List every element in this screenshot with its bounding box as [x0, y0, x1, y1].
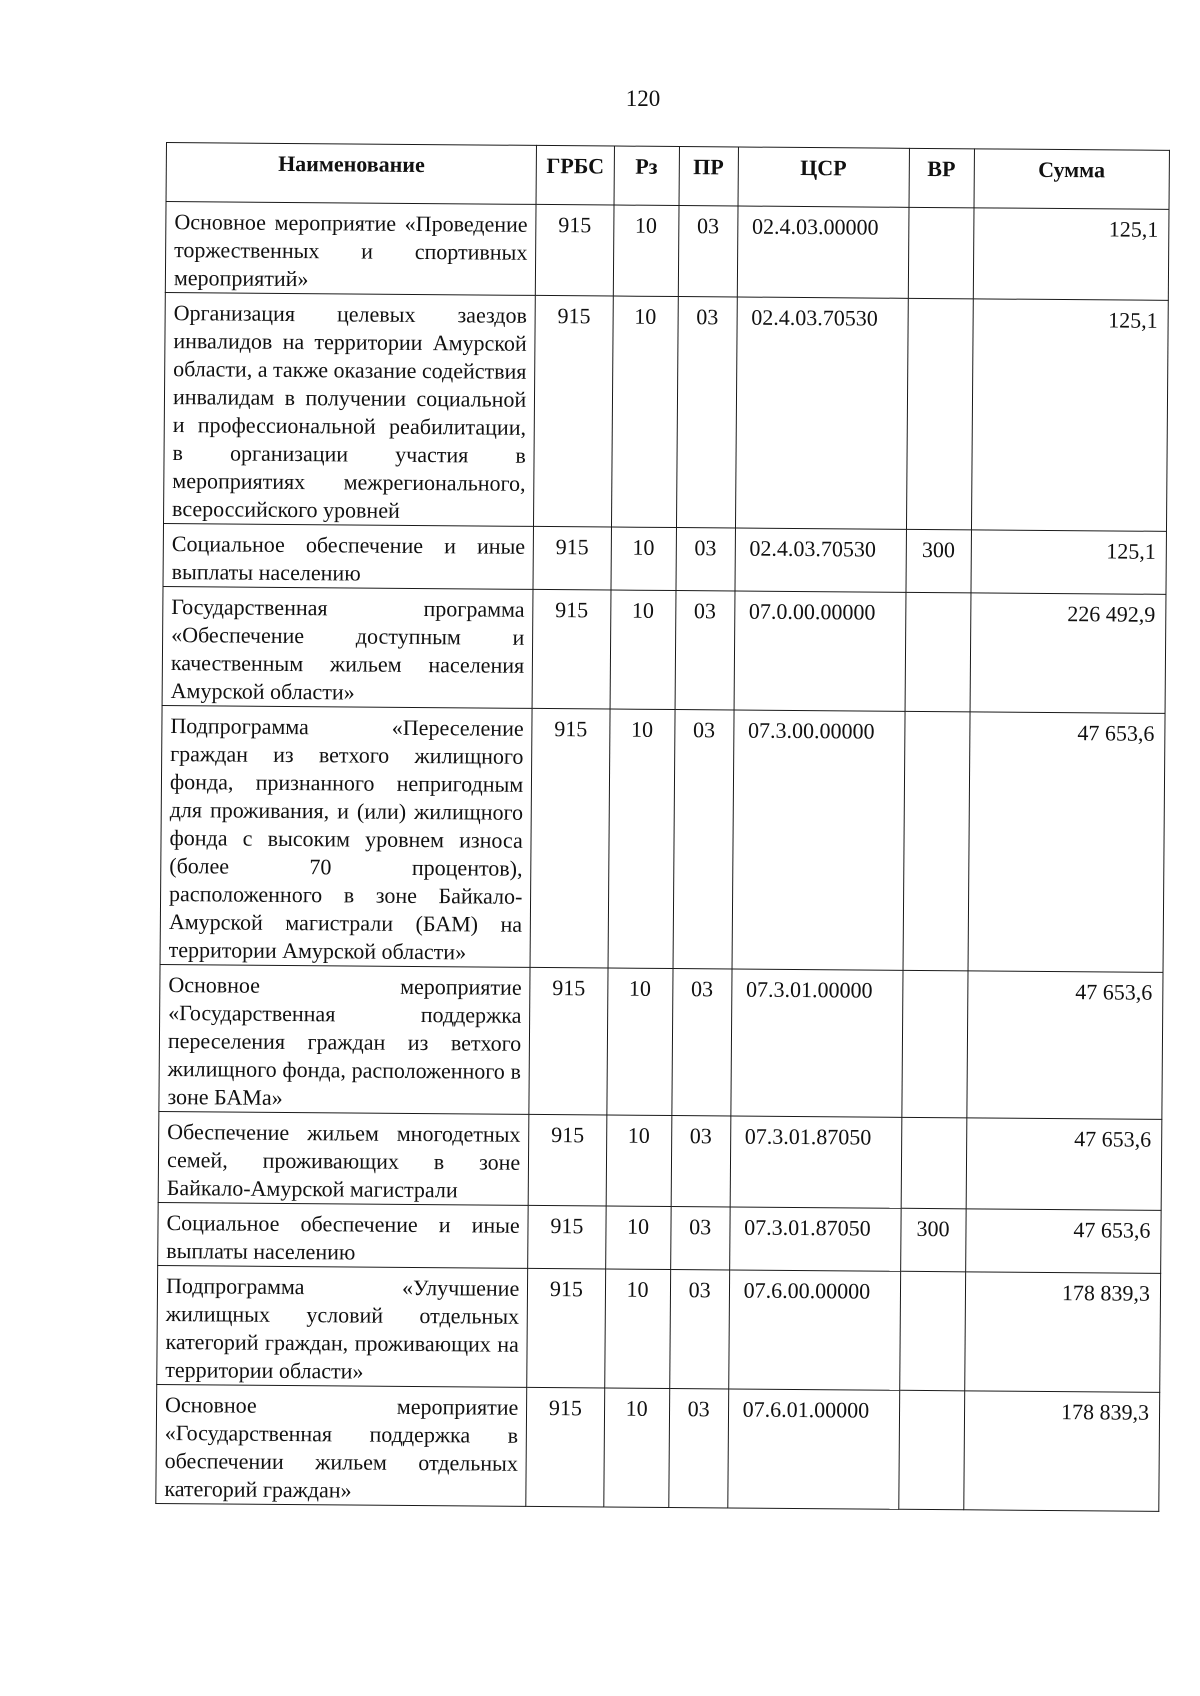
cell-csr: 02.4.03.00000	[737, 206, 909, 298]
cell-grbs: 915	[528, 1114, 606, 1206]
cell-name: Организация целевых заездов инвалидов на территории Амурской области, а также оказание содействия инвалидам в получении социальной и профессиональной реабилитации, в организации участия в мероприятиях межрегионального, всероссийского уровней	[164, 292, 536, 526]
cell-sum: 178 839,3	[964, 1272, 1160, 1393]
table-row	[158, 1111, 1162, 1210]
cell-rz: 10	[611, 296, 678, 528]
cell-rz: 10	[610, 590, 676, 710]
header-row	[166, 143, 1169, 210]
cell-grbs: 915	[536, 204, 614, 296]
cell-rz: 10	[605, 1206, 671, 1270]
cell-grbs: 915	[529, 967, 607, 1115]
cell-rz: 10	[606, 968, 672, 1116]
cell-name: Подпрограмма «Улучшение жилищных условий отдельных категорий граждан, проживающих на территории области»	[157, 1265, 528, 1387]
header-grbs: ГРБС	[536, 145, 614, 205]
cell-name: Обеспечение жильем многодетных семей, проживающих в зоне Байкало-Амурской магистрали	[158, 1111, 529, 1205]
cell-pr: 03	[676, 297, 737, 528]
cell-sum: 125,1	[973, 208, 1169, 301]
cell-name: Социальное обеспечение и иные выплаты населению	[163, 523, 534, 589]
table-row	[163, 523, 1166, 594]
cell-grbs: 915	[526, 1387, 604, 1507]
cell-pr: 03	[676, 528, 735, 591]
cell-sum: 125,1	[971, 530, 1167, 595]
cell-vr	[901, 1117, 967, 1209]
cell-sum: 47 653,6	[968, 712, 1165, 973]
cell-pr: 03	[669, 1269, 729, 1388]
cell-csr: 07.6.00.00000	[728, 1270, 900, 1390]
cell-rz: 10	[603, 1388, 669, 1508]
header-rz: Рз	[614, 146, 680, 206]
cell-name: Основное мероприятие «Государственная поддержка переселения граждан из ветхого жилищного фонда, расположенного в зоне БАМа»	[159, 964, 530, 1114]
cell-rz: 10	[613, 205, 679, 297]
cell-pr: 03	[678, 206, 738, 297]
cell-csr: 07.6.01.00000	[727, 1389, 899, 1509]
cell-name: Основное мероприятие «Государственная поддержка в обеспечении жильем отдельных категорий граждан»	[156, 1384, 527, 1506]
cell-grbs: 915	[533, 526, 611, 590]
cell-pr: 03	[673, 710, 734, 969]
cell-pr: 03	[672, 969, 732, 1116]
cell-grbs: 915	[528, 1205, 606, 1269]
cell-vr	[903, 711, 970, 971]
cell-csr: 07.0.00.00000	[734, 591, 906, 711]
cell-sum: 178 839,3	[963, 1391, 1159, 1512]
table-header	[166, 143, 1169, 210]
cell-vr: 300	[906, 529, 972, 593]
cell-csr: 07.3.01.87050	[730, 1116, 902, 1208]
cell-vr: 300	[900, 1208, 966, 1272]
cell-sum: 47 653,6	[967, 971, 1164, 1120]
cell-vr	[901, 970, 967, 1118]
page-number: 120	[625, 86, 661, 111]
cell-vr	[906, 298, 973, 530]
cell-rz: 10	[604, 1269, 670, 1389]
cell-sum: 47 653,6	[966, 1118, 1162, 1211]
cell-sum: 125,1	[971, 299, 1168, 532]
cell-name: Государственная программа «Обеспечение доступным и качественным жильем населения Амурской области»	[162, 586, 533, 708]
cell-csr: 07.3.01.00000	[731, 969, 903, 1117]
table-row	[157, 1265, 1161, 1392]
table-row	[165, 202, 1169, 301]
cell-csr: 02.4.03.70530	[735, 528, 906, 592]
cell-pr: 03	[675, 591, 735, 710]
header-sum: Сумма	[974, 149, 1170, 210]
cell-grbs: 915	[532, 589, 610, 709]
cell-pr: 03	[670, 1206, 729, 1269]
header-pr: ПР	[679, 147, 738, 206]
cell-grbs: 915	[530, 708, 609, 968]
cell-csr: 07.3.01.87050	[729, 1207, 900, 1271]
table-row	[164, 292, 1169, 531]
cell-sum: 226 492,9	[970, 593, 1166, 714]
cell-vr	[908, 207, 974, 299]
cell-vr	[899, 1271, 965, 1391]
cell-grbs: 915	[527, 1268, 605, 1388]
cell-pr: 03	[671, 1116, 731, 1207]
header-csr: ЦСР	[738, 147, 909, 207]
cell-csr: 02.4.03.70530	[735, 297, 908, 529]
cell-vr	[898, 1390, 964, 1510]
cell-name: Основное мероприятие «Проведение торжественных и спортивных мероприятий»	[165, 202, 536, 296]
table-row	[158, 1202, 1161, 1273]
table-row	[160, 705, 1165, 972]
header-name: Наименование	[166, 143, 537, 205]
cell-grbs: 915	[534, 295, 613, 527]
cell-rz: 10	[606, 1115, 672, 1207]
header-vr: ВР	[909, 148, 975, 208]
cell-name: Подпрограмма «Переселение граждан из ветхого жилищного фонда, признанного непригодным для проживания, и (или) жилищного фонда с высоким уровнем износа (более 70 процентов), расположенного в зоне Байкало-Амурской магистрали (БАМ) на территории Амурской области»	[160, 705, 532, 967]
cell-sum: 47 653,6	[965, 1209, 1161, 1274]
cell-name: Социальное обеспечение и иные выплаты населению	[158, 1202, 529, 1268]
cell-rz: 10	[608, 709, 675, 969]
table-body	[156, 202, 1169, 1512]
table-row	[162, 586, 1166, 713]
cell-csr: 07.3.00.00000	[732, 710, 905, 970]
cell-vr	[905, 592, 971, 712]
cell-rz: 10	[611, 527, 677, 591]
table-row	[156, 1384, 1160, 1511]
table-row	[159, 964, 1163, 1119]
cell-pr: 03	[668, 1388, 728, 1507]
budget-table	[155, 142, 1170, 1512]
